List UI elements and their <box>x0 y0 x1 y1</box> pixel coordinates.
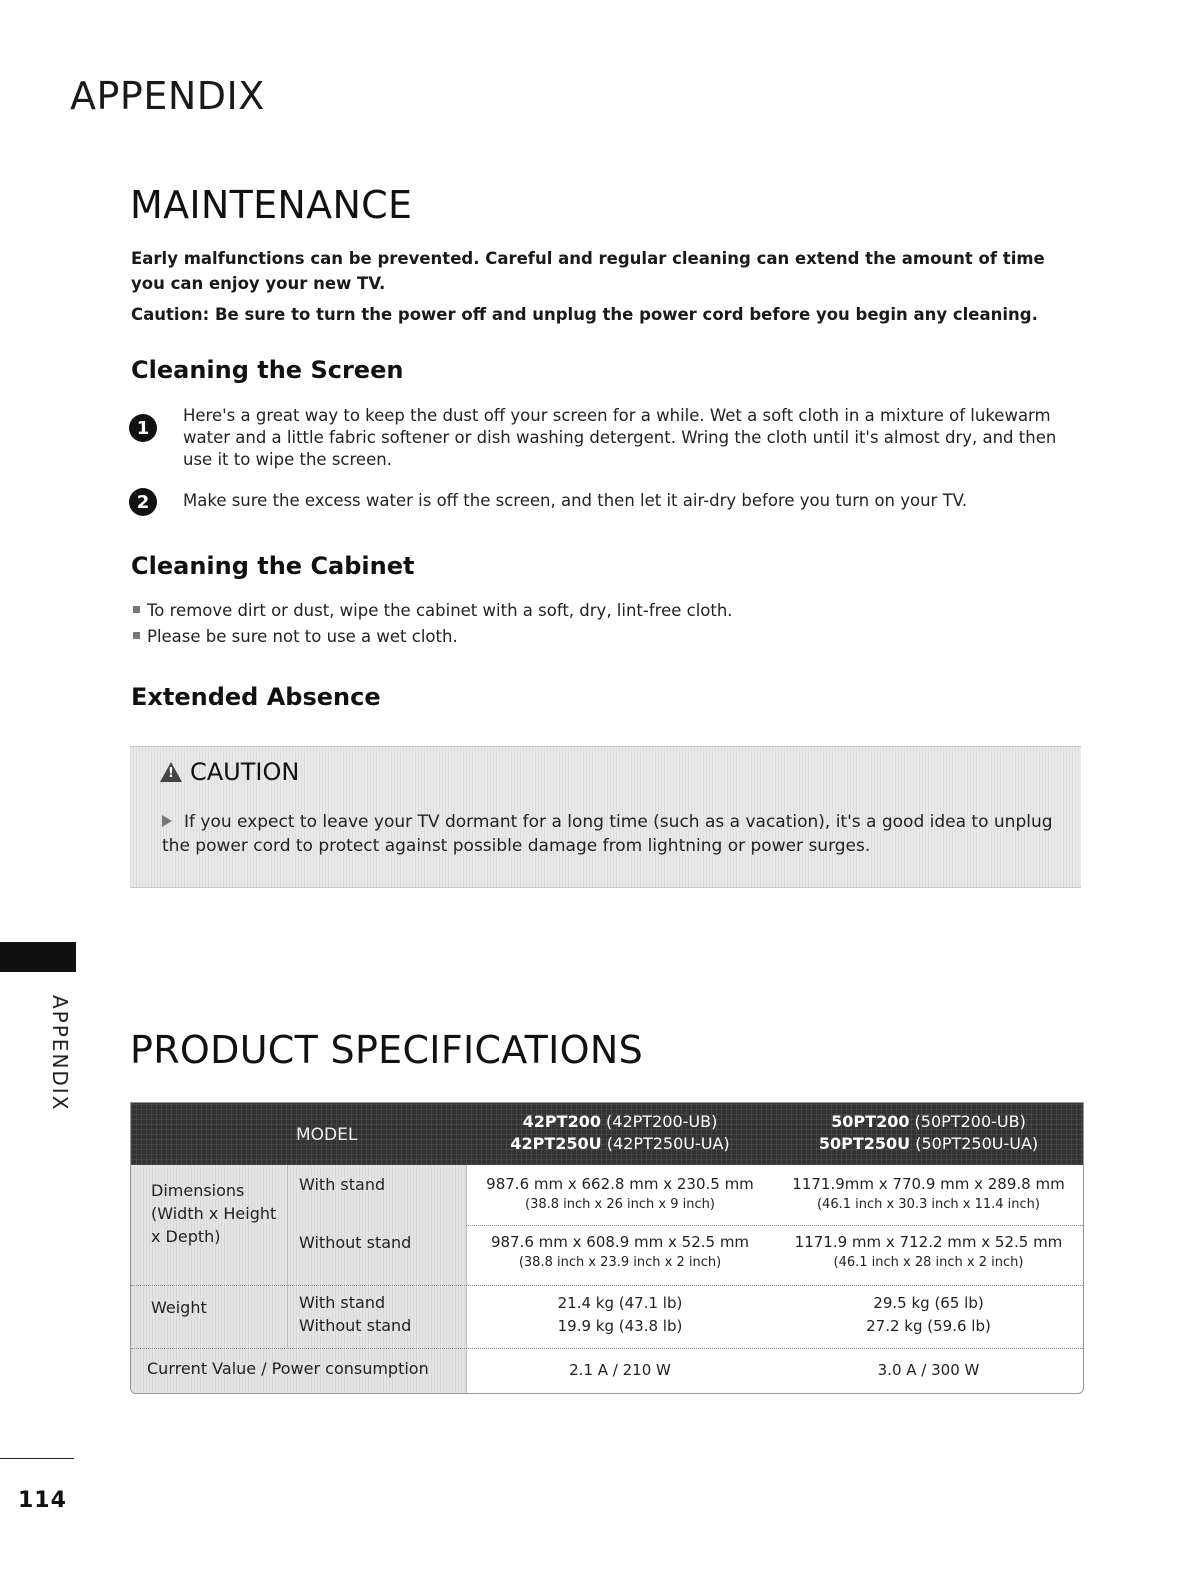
bullet-square-icon <box>133 606 140 613</box>
section-title: APPENDIX <box>70 74 265 118</box>
extended-absence-heading: Extended Absence <box>131 683 381 711</box>
weight-with-50: 29.5 kg (65 lb) <box>873 1294 984 1312</box>
caution-text-row <box>162 810 1062 858</box>
dim-without-stand-42 <box>466 1231 774 1273</box>
maintenance-title: MAINTENANCE <box>130 183 413 227</box>
model-42pt250u: 42PT250U <box>510 1134 602 1153</box>
cabinet-bullet <box>133 598 733 624</box>
caution-title: CAUTION <box>190 758 300 786</box>
without-stand-label: Without stand <box>299 1233 412 1252</box>
value-inch: (38.8 inch x 23.9 inch x 2 inch) <box>518 1255 722 1270</box>
model-50pt250u-code: (50PT250U-UA) <box>910 1134 1039 1153</box>
caution-text: If you expect to leave your TV dormant for a long time (such as a vacation), it's a good idea to unplug the power cord to protect against possible damage from lightning or power surges. <box>162 812 1053 856</box>
dim-with-stand-50 <box>774 1173 1083 1215</box>
bullet-square-icon <box>133 632 140 639</box>
divider <box>466 1225 1083 1226</box>
dim-without-stand-50 <box>774 1231 1083 1273</box>
page-number: 114 <box>18 1488 67 1513</box>
cabinet-bullet-text: To remove dirt or dust, wipe the cabinet with a soft, dry, lint-free cloth. <box>147 601 733 620</box>
weight-without-50: 27.2 kg (59.6 lb) <box>866 1317 991 1335</box>
model-50pt200: 50PT200 <box>831 1112 910 1131</box>
arrow-right-icon <box>162 815 172 827</box>
value-mm: 987.6 mm x 608.9 mm x 52.5 mm <box>490 1233 750 1251</box>
cabinet-bullet <box>133 624 458 650</box>
dimensions-label: Dimensions (Width x Height x Depth) <box>151 1181 277 1246</box>
divider <box>131 1348 1083 1349</box>
cleaning-cabinet-heading: Cleaning the Cabinet <box>131 552 415 580</box>
spec-table <box>130 1102 1084 1394</box>
maintenance-intro: Early malfunctions can be prevented. Careful and regular cleaning can extend the amount of time you can enjoy your new TV. <box>131 249 1045 293</box>
value-inch: (46.1 inch x 30.3 inch x 11.4 inch) <box>816 1197 1040 1212</box>
divider <box>131 1285 1083 1286</box>
with-stand-label: With stand <box>299 1175 386 1194</box>
weight-with-42: 21.4 kg (47.1 lb) <box>557 1294 683 1312</box>
model-42pt200-code: (42PT200-UB) <box>600 1112 718 1131</box>
cleaning-screen-heading: Cleaning the Screen <box>131 356 404 384</box>
model-42pt250u-code: (42PT250U-UA) <box>601 1134 730 1153</box>
warning-triangle-icon: ! <box>160 762 182 782</box>
model-col-2-header <box>774 1111 1083 1155</box>
current-50: 3.0 A / 300 W <box>877 1361 980 1379</box>
weight-without-stand-label: Without stand <box>299 1316 412 1335</box>
dim-with-stand-42 <box>466 1173 774 1215</box>
value-mm: 987.6 mm x 662.8 mm x 230.5 mm <box>486 1175 754 1193</box>
spec-table-header <box>131 1103 1083 1165</box>
divider <box>287 1165 288 1348</box>
model-header: MODEL <box>296 1125 358 1145</box>
caution-title-row <box>160 758 299 786</box>
model-col-1-header <box>466 1111 774 1155</box>
step-1-text: Here's a great way to keep the dust off your screen for a while. Wet a soft cloth in a mixture of lukewarm water and a little fabric softener or dish washing detergent. Wring the cloth until it's almost dry, and then use it to wipe the screen. <box>183 406 1057 469</box>
current-42: 2.1 A / 210 W <box>569 1361 671 1379</box>
value-inch: (46.1 inch x 28 inch x 2 inch) <box>833 1255 1024 1270</box>
cabinet-bullet-text: Please be sure not to use a wet cloth. <box>147 627 458 646</box>
model-50pt200-code: (50PT200-UB) <box>909 1112 1026 1131</box>
footer-rule <box>0 1458 74 1459</box>
maintenance-caution-line: Caution: Be sure to turn the power off and unplug the power cord before you begin any cleaning. <box>131 305 1038 324</box>
weight-with-stand-label: With stand <box>299 1293 386 1312</box>
model-50pt250u: 50PT250U <box>818 1134 911 1153</box>
weight-label: Weight <box>151 1298 207 1317</box>
model-42pt200: 42PT200 <box>522 1112 601 1131</box>
step-2-text: Make sure the excess water is off the screen, and then let it air-dry before you turn on your TV. <box>183 491 968 510</box>
side-tab-label: APPENDIX <box>48 995 72 1112</box>
current-label: Current Value / Power consumption <box>147 1359 429 1378</box>
value-mm: 1171.9mm x 770.9 mm x 289.8 mm <box>792 1175 1065 1193</box>
specs-title: PRODUCT SPECIFICATIONS <box>130 1028 644 1072</box>
weight-without-42: 19.9 kg (43.8 lb) <box>557 1317 683 1335</box>
value-inch: (38.8 inch x 26 inch x 9 inch) <box>525 1197 715 1212</box>
value-mm: 1171.9 mm x 712.2 mm x 52.5 mm <box>794 1233 1063 1251</box>
step-1-badge: 1 <box>129 414 157 442</box>
side-tab-bar <box>0 942 76 972</box>
step-2-badge: 2 <box>129 488 157 516</box>
